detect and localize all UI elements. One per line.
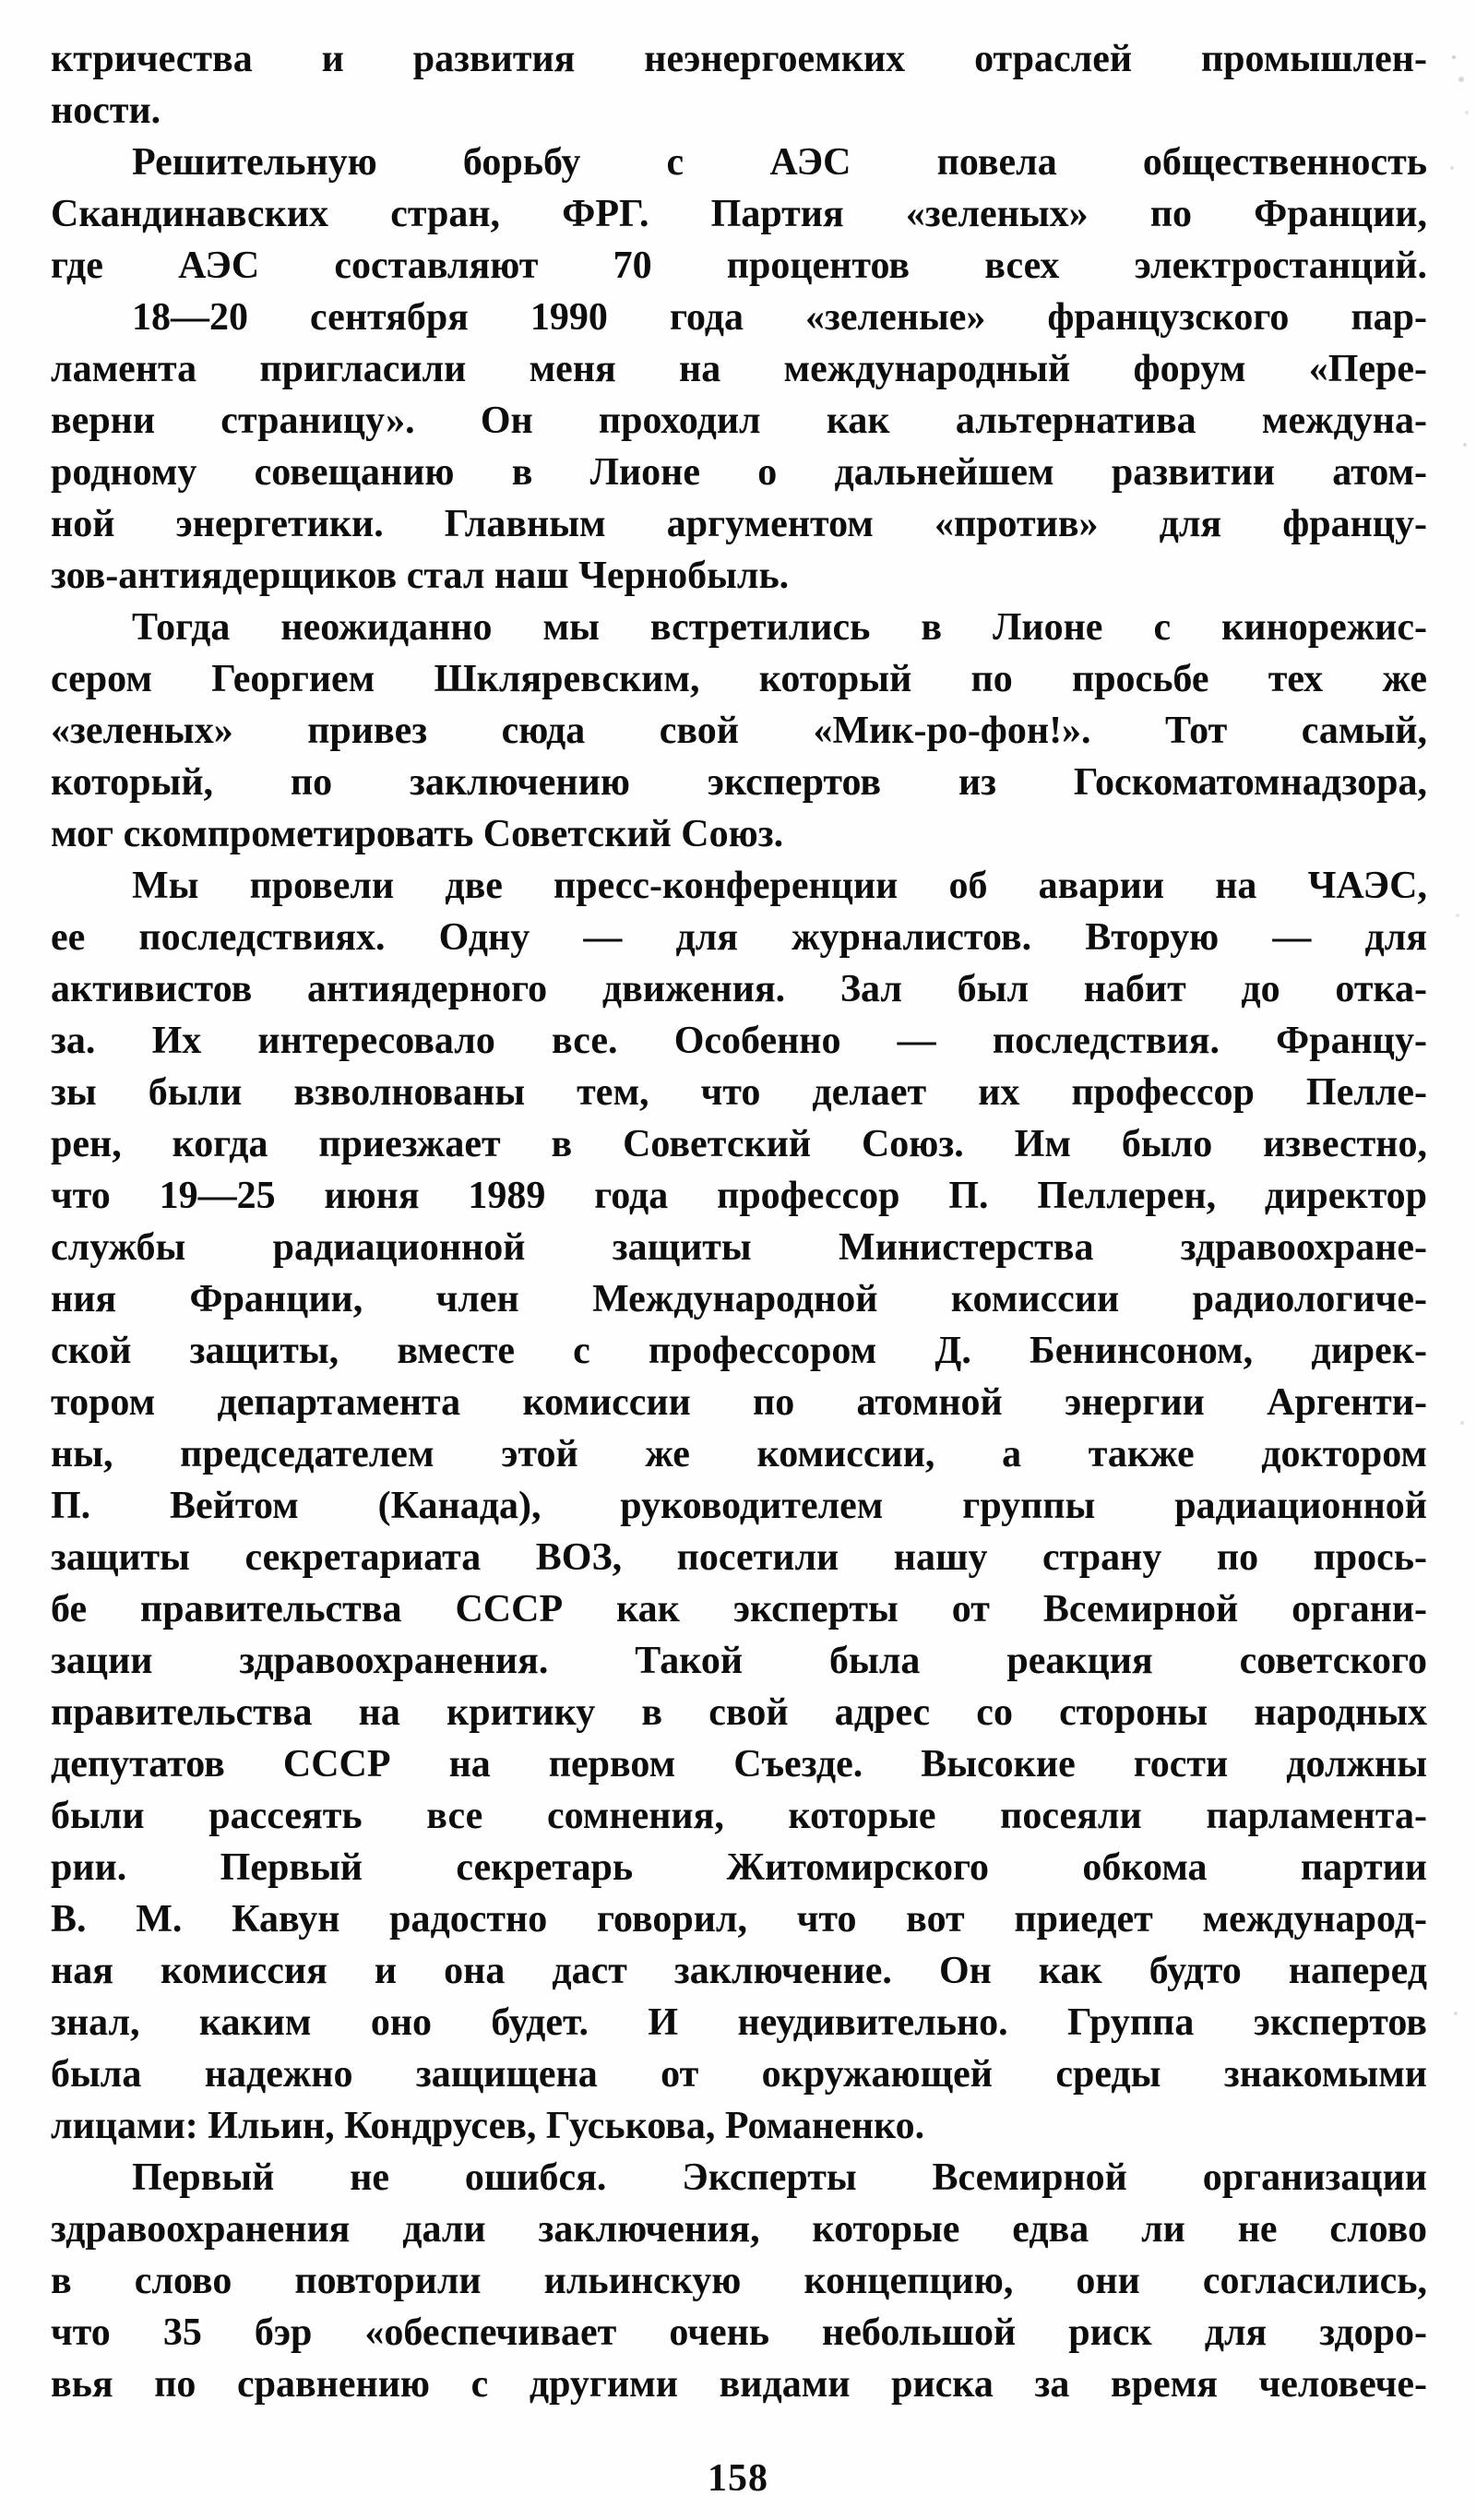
text-line: что 19—25 июня 1989 года профессор П. Пеллерен, директор <box>51 1175 1427 1217</box>
text-line: службы радиационной защиты Министерства здравоохране- <box>51 1226 1427 1269</box>
text-line: П. Вейтом (Канада), руководителем группы радиационной <box>51 1485 1427 1527</box>
text-line: за. Их интересовало все. Особенно — последствия. Францу- <box>51 1020 1427 1062</box>
text-line: защиты секретариата ВОЗ, посетили нашу страну по прось- <box>51 1536 1427 1579</box>
text-line: ее последствиях. Одну — для журналистов. Вторую — для <box>51 916 1427 959</box>
text-line: была надежно защищена от окружающей среды знакомыми <box>51 2053 1427 2096</box>
text-line: В. М. Кавун радостно говорил, что вот приедет международ- <box>51 1898 1427 1941</box>
text-line: зации здравоохранения. Такой была реакция советского <box>51 1640 1427 1682</box>
text-line: Скандинавских стран, ФРГ. Партия «зеленых» по Франции, <box>51 193 1427 235</box>
text-line: ктричества и развития неэнергоемких отраслей промышлен- <box>51 38 1427 80</box>
text-line: ны, председателем этой же комиссии, а также доктором <box>51 1433 1427 1475</box>
text-line: знал, каким оно будет. И неудивительно. Группа экспертов <box>51 2001 1427 2044</box>
text-line: в слово повторили ильинскую концепцию, они согласились, <box>51 2260 1427 2302</box>
text-line: где АЭС составляют 70 процентов всех электростанций. <box>51 245 1427 287</box>
text-block <box>51 33 1427 2410</box>
text-line: Решительную борьбу с АЭС повела общественность <box>132 141 1427 184</box>
text-line: ная комиссия и она даст заключение. Он как будто наперед <box>51 1950 1427 1992</box>
text-line: ности. <box>51 90 161 132</box>
text-line: зы были взволнованы тем, что делает их профессор Пелле- <box>51 1071 1427 1114</box>
text-line: ской защиты, вместе с профессором Д. Бенинсоном, дирек- <box>51 1330 1427 1372</box>
text-line: Первый не ошибся. Эксперты Всемирной организации <box>132 2156 1427 2199</box>
text-line: активистов антиядерного движения. Зал был набит до отка- <box>51 968 1427 1010</box>
text-line: были рассеять все сомнения, которые посеяли парламента- <box>51 1795 1427 1837</box>
text-line: верни страницу». Он проходил как альтернатива междуна- <box>51 400 1427 442</box>
text-line: Тогда неожиданно мы встретились в Лионе с кинорежис- <box>132 606 1427 649</box>
text-line: ния Франции, член Международной комиссии радиологиче- <box>51 1278 1427 1320</box>
text-line: который, по заключению экспертов из Госкоматомнадзора, <box>51 761 1427 804</box>
text-line: вья по сравнению с другими видами риска за время человече- <box>51 2363 1427 2406</box>
text-line: рен, когда приезжает в Советский Союз. Им было известно, <box>51 1123 1427 1165</box>
text-line: рии. Первый секретарь Житомирского обкома партии <box>51 1846 1427 1889</box>
text-line: зов-антиядерщиков стал наш Чернобыль. <box>51 555 790 597</box>
text-line: бе правительства СССР как эксперты от Всемирной органи- <box>51 1588 1427 1630</box>
text-line: «зеленых» привез сюда свой «Мик-ро-фон!». Тот самый, <box>51 710 1427 752</box>
text-line: родному совещанию в Лионе о дальнейшем развитии атом- <box>51 451 1427 494</box>
text-line: сером Георгием Шкляревским, который по просьбе тех же <box>51 658 1427 700</box>
text-line: мог скомпрометировать Советский Союз. <box>51 813 784 855</box>
text-line: что 35 бэр «обеспечивает очень небольшой риск для здоро- <box>51 2311 1427 2354</box>
text-line: ной энергетики. Главным аргументом «против» для францу- <box>51 503 1427 545</box>
text-line: ламента пригласили меня на международный форум «Пере- <box>51 348 1427 390</box>
text-line: тором департамента комиссии по атомной энергии Аргенти- <box>51 1381 1427 1424</box>
text-line: депутатов СССР на первом Съезде. Высокие гости должны <box>51 1743 1427 1785</box>
scan-artifact <box>1452 55 1456 59</box>
text-line: здравоохранения дали заключения, которые едва ли не слово <box>51 2208 1427 2251</box>
text-line: Мы провели две пресс-конференции об аварии на ЧАЭС, <box>132 865 1427 907</box>
text-line: правительства на критику в свой адрес со стороны народных <box>51 1691 1427 1734</box>
text-line: 18—20 сентября 1990 года «зеленые» французского пар- <box>132 296 1427 339</box>
text-line: лицами: Ильин, Кондрусев, Гуськова, Романенко. <box>51 2105 925 2147</box>
page-number: 158 <box>708 2457 768 2500</box>
